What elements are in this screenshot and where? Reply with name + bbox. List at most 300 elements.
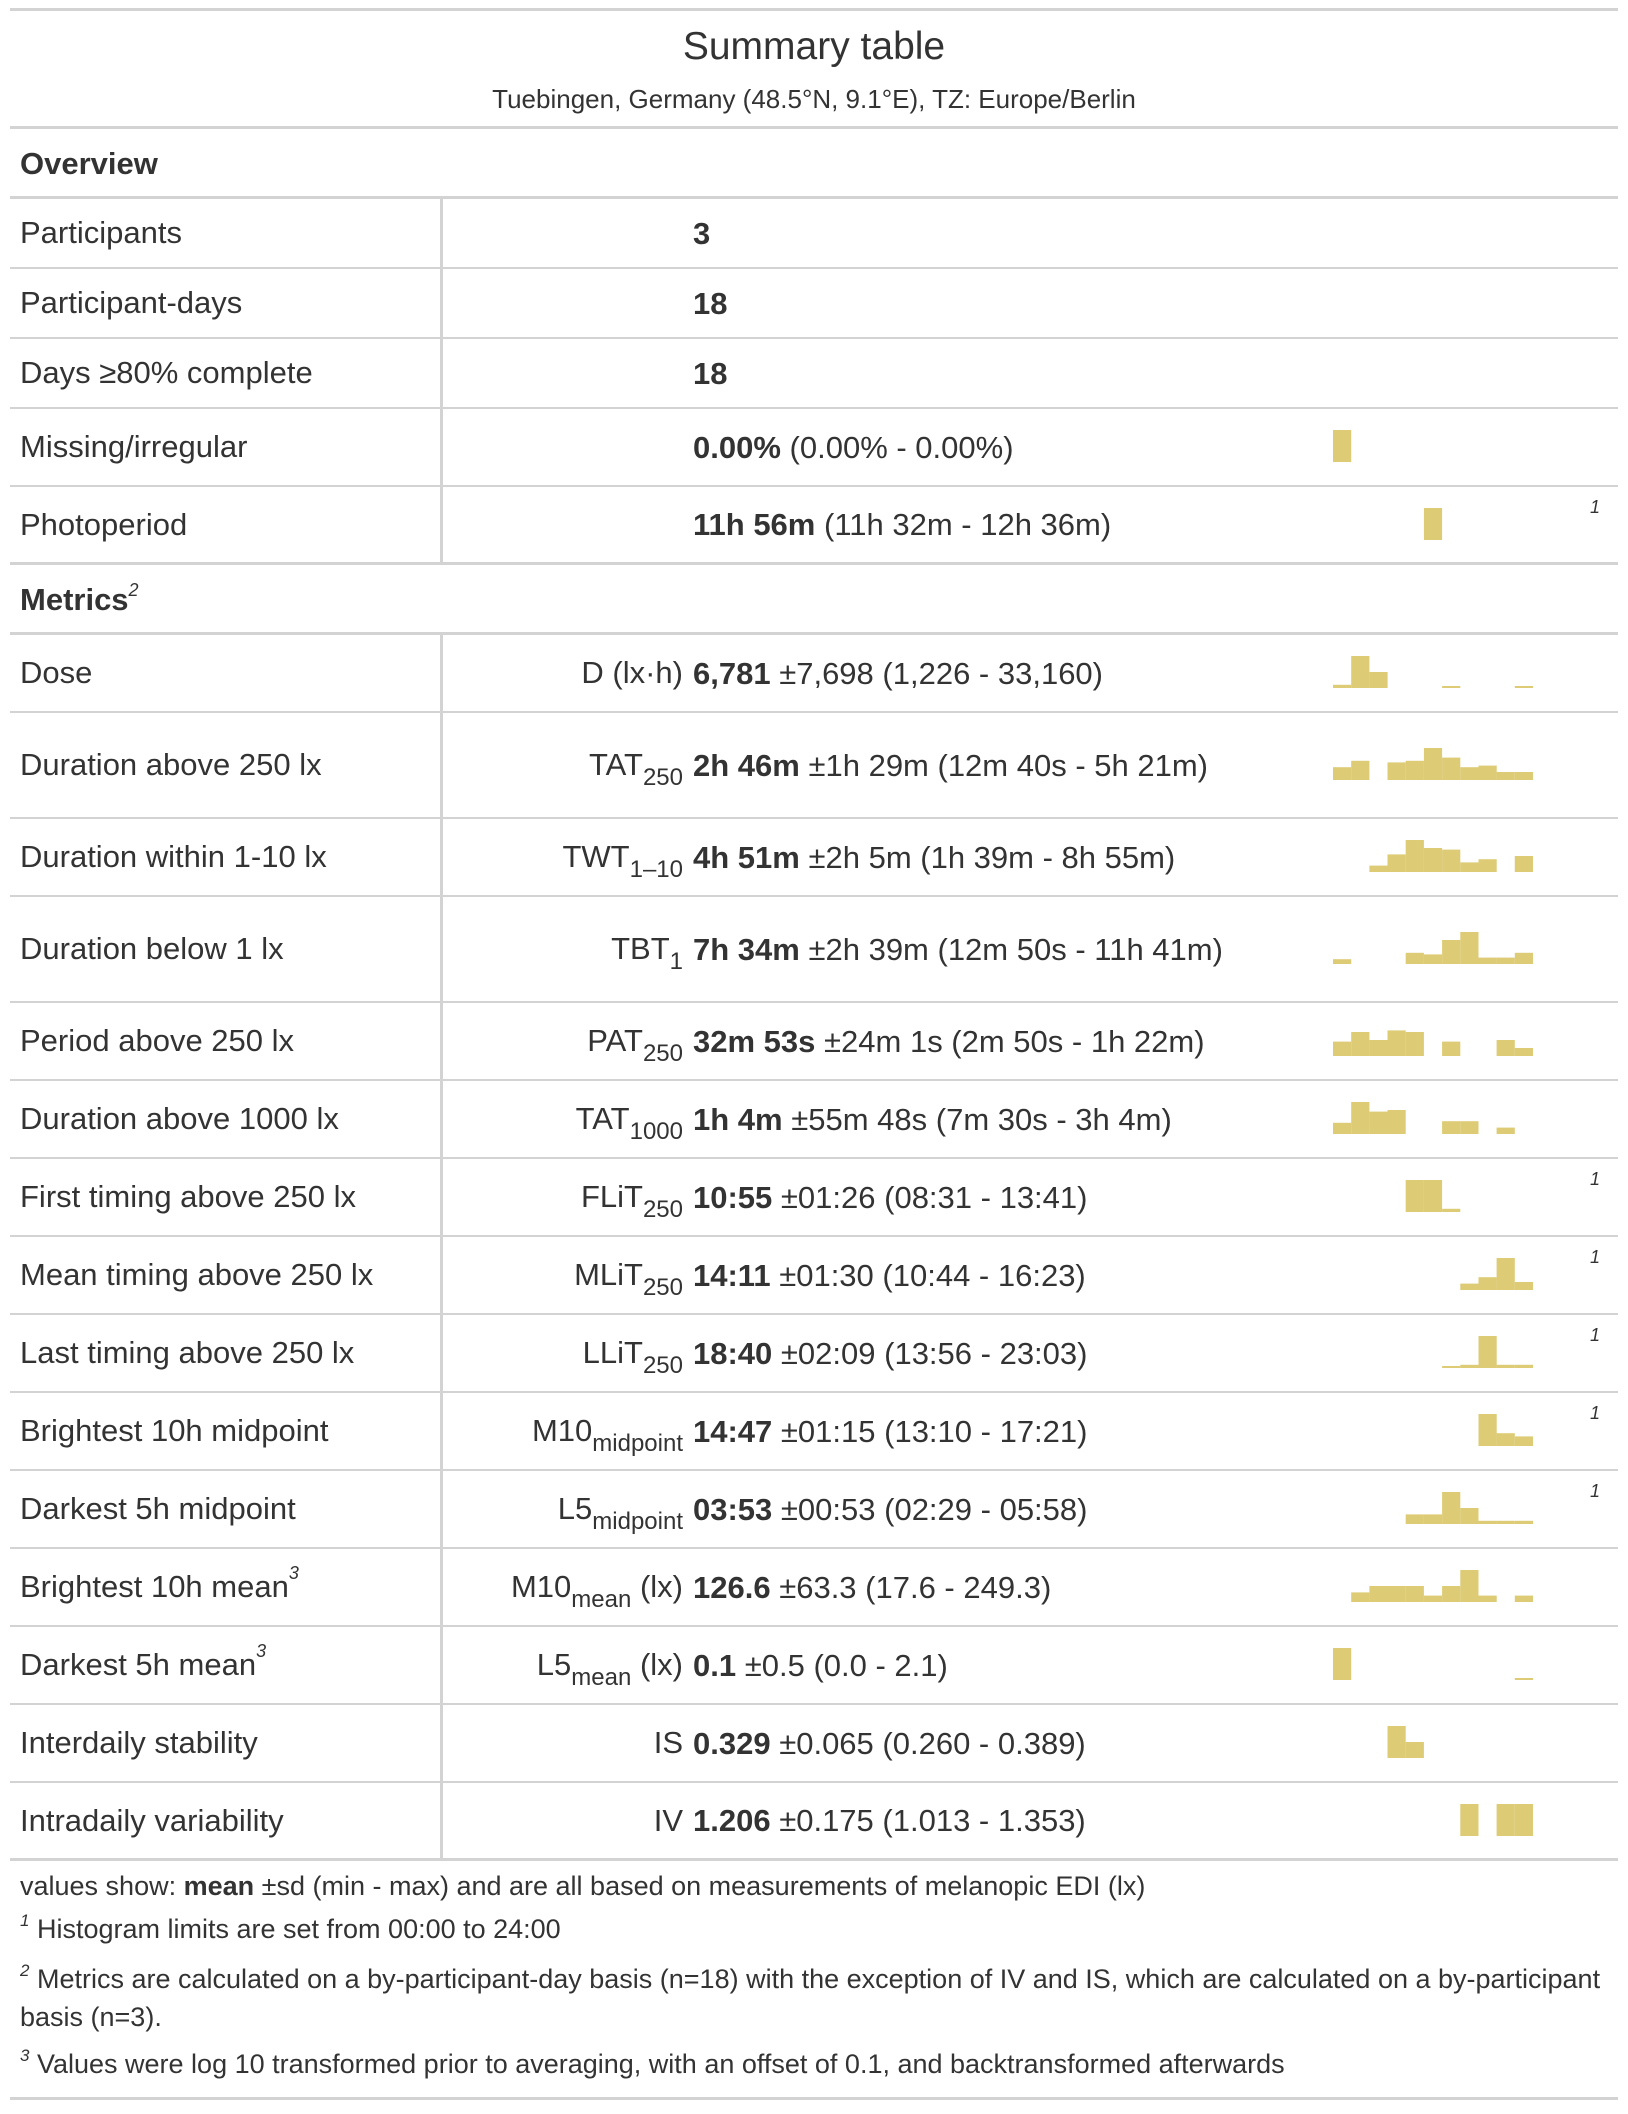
overview-row-mean: 18 — [693, 285, 728, 321]
metric-row-label-note: 3 — [288, 1562, 299, 1583]
metric-row-note: 1 — [1589, 1247, 1600, 1267]
metric-symbol-name: M10 — [510, 1569, 572, 1604]
metric-row-label-text: Last timing above 250 lx — [20, 1335, 355, 1370]
metric-histogram-6-bar-6 — [1442, 1209, 1460, 1212]
metric-symbol-name: LLiT — [582, 1335, 643, 1370]
metric-histogram-1-bar-10 — [1515, 772, 1533, 780]
metric-row-9 — [10, 1393, 1618, 1471]
metric-histogram-2-bar-4 — [1406, 840, 1424, 872]
overview-histogram-3 — [1313, 409, 1543, 487]
metric-row-value — [693, 1414, 1313, 1449]
metric-row-mean: 0.1 — [693, 1647, 737, 1683]
metric-symbol-subscript: mean — [571, 1586, 632, 1613]
metric-row-label — [10, 1315, 443, 1391]
overview-row-histogram — [1313, 487, 1543, 562]
metric-row-12 — [10, 1627, 1618, 1705]
metric-row-8 — [10, 1315, 1618, 1393]
metric-row-value — [693, 748, 1313, 783]
metric-histogram-1-bar-5 — [1424, 748, 1442, 780]
metric-histogram-10-bar-5 — [1424, 1514, 1442, 1524]
metric-histogram-14-bar-10 — [1515, 1804, 1533, 1836]
metric-symbol-name: M10 — [531, 1413, 593, 1448]
metric-row-range: ±63.3 (17.6 - 249.3) — [779, 1569, 1052, 1605]
metric-symbol-subscript: 250 — [642, 1040, 683, 1067]
metric-histogram-10-bar-8 — [1479, 1521, 1497, 1524]
overview-histogram-2 — [1313, 339, 1543, 409]
metric-histogram-13 — [1313, 1705, 1543, 1783]
metric-symbol-name: PAT — [587, 1023, 643, 1058]
metric-row-symbol — [443, 1569, 693, 1613]
overview-row-note-cell — [1543, 199, 1618, 267]
metric-row-label-text: Brightest 10h mean — [20, 1569, 289, 1604]
metric-row-label-note: 3 — [256, 1640, 267, 1661]
metric-row-range: ±2h 39m (12m 50s - 11h 41m) — [808, 931, 1223, 967]
metric-row-10 — [10, 1471, 1618, 1549]
metric-symbol-unit: (lx·h) — [612, 655, 683, 690]
metric-histogram-7-bar-8 — [1479, 1277, 1497, 1290]
metric-histogram-14 — [1313, 1783, 1543, 1861]
metric-histogram-3-bar-6 — [1442, 940, 1460, 964]
metric-row-note-cell — [1543, 1315, 1618, 1391]
metric-histogram-4-bar-0 — [1333, 1042, 1351, 1056]
footnote-3-mark: 3 — [20, 2046, 30, 2065]
metric-histogram-14-bar-7 — [1460, 1804, 1478, 1836]
group-overview-label: Overview — [20, 146, 158, 181]
metric-histogram-12-bar-0 — [1333, 1648, 1351, 1680]
metric-row-symbol — [443, 1257, 693, 1301]
overview-histogram-3-bar-0 — [1333, 430, 1351, 462]
metric-histogram-1-bar-0 — [1333, 767, 1351, 780]
metric-row-symbol — [443, 1413, 693, 1457]
metric-row-1 — [10, 713, 1618, 819]
metric-histogram-8-bar-9 — [1497, 1365, 1515, 1368]
metric-histogram-11-bar-6 — [1442, 1586, 1460, 1602]
footnote-2 — [20, 1962, 1618, 2047]
overview-histogram-4 — [1313, 487, 1543, 565]
metric-row-note-cell — [1543, 819, 1618, 895]
metric-histogram-10-bar-9 — [1497, 1521, 1515, 1524]
metric-histogram-5-bar-2 — [1369, 1112, 1387, 1134]
metric-histogram-1-bar-8 — [1479, 766, 1497, 780]
table-subtitle: Tuebingen, Germany (48.5°N, 9.1°E), TZ: Europe/Berlin — [10, 73, 1618, 129]
overview-row-2 — [10, 339, 1618, 409]
metric-symbol-name: L5 — [536, 1647, 572, 1682]
metric-row-value — [693, 1336, 1313, 1371]
metric-histogram-11-bar-7 — [1460, 1570, 1478, 1602]
metric-histogram-1-bar-7 — [1460, 767, 1478, 780]
metric-row-histogram — [1313, 1159, 1543, 1235]
summary-table — [10, 8, 1618, 2100]
metric-row-value — [693, 1024, 1313, 1059]
metric-row-symbol — [443, 1335, 693, 1379]
footnote-1-text: Histogram limits are set from 00:00 to 24:00 — [36, 1914, 561, 1944]
metric-histogram-11 — [1313, 1549, 1543, 1627]
metric-row-note-cell — [1543, 1081, 1618, 1157]
metric-row-note-cell — [1543, 1471, 1618, 1547]
footnote-values-pre: values show: — [20, 1871, 184, 1901]
overview-row-note-cell — [1543, 339, 1618, 407]
metric-row-symbol — [443, 839, 693, 883]
metric-histogram-2-bar-8 — [1479, 859, 1497, 872]
metric-row-label — [10, 1705, 443, 1781]
metric-row-symbol — [443, 1491, 693, 1535]
metric-histogram-11-bar-10 — [1515, 1596, 1533, 1602]
overview-row-3 — [10, 409, 1618, 487]
metric-row-label — [10, 819, 443, 895]
footnote-3 — [20, 2047, 1618, 2097]
overview-row-histogram — [1313, 199, 1543, 267]
metric-symbol-name: TAT — [575, 1101, 630, 1136]
overview-row-label: Photoperiod — [10, 487, 443, 562]
overview-row-note: 1 — [1589, 497, 1600, 517]
metric-row-symbol — [443, 747, 693, 791]
metric-row-6 — [10, 1159, 1618, 1237]
metric-row-mean: 2h 46m — [693, 747, 800, 783]
metric-row-value — [693, 1570, 1313, 1605]
metric-symbol-name: D — [581, 655, 604, 690]
metric-symbol-name: FLiT — [580, 1179, 643, 1214]
metric-histogram-10 — [1313, 1471, 1543, 1549]
metric-row-value — [693, 1726, 1313, 1761]
metric-row-histogram — [1313, 1549, 1543, 1625]
metric-histogram-2 — [1313, 819, 1543, 897]
metric-row-symbol — [443, 655, 693, 691]
metric-row-symbol — [443, 1803, 693, 1839]
metric-row-histogram — [1313, 713, 1543, 817]
metric-row-mean: 1h 4m — [693, 1101, 783, 1137]
metric-row-label — [10, 1003, 443, 1079]
metric-histogram-5-bar-7 — [1460, 1121, 1478, 1134]
metric-histogram-9-bar-10 — [1515, 1436, 1533, 1446]
metric-row-label — [10, 1237, 443, 1313]
overview-row-mean: 11h 56m — [693, 507, 816, 542]
overview-row-label: Days ≥80% complete — [10, 339, 443, 407]
metric-histogram-13-bar-3 — [1388, 1726, 1406, 1758]
metric-histogram-2-bar-5 — [1424, 848, 1442, 872]
metric-row-value — [693, 1492, 1313, 1527]
metric-histogram-7-bar-9 — [1497, 1258, 1515, 1290]
metric-row-label-text: Duration within 1-10 lx — [20, 839, 327, 874]
metric-row-range: ±0.5 (0.0 - 2.1) — [744, 1647, 948, 1683]
overview-histogram-4-bar-5 — [1424, 508, 1442, 540]
metric-row-label-text: Mean timing above 250 lx — [20, 1257, 374, 1292]
overview-row-value — [693, 286, 1313, 321]
metric-row-label — [10, 1471, 443, 1547]
footnote-1-mark: 1 — [20, 1911, 30, 1930]
metric-row-mean: 03:53 — [693, 1491, 773, 1527]
metric-row-0 — [10, 635, 1618, 713]
metric-row-label — [10, 1783, 443, 1858]
metric-row-range: ±0.065 (0.260 - 0.389) — [779, 1725, 1086, 1761]
metric-row-range: ±02:09 (13:56 - 23:03) — [780, 1335, 1088, 1371]
metric-histogram-4-bar-3 — [1388, 1030, 1406, 1056]
metric-row-label — [10, 1393, 443, 1469]
metric-histogram-7-bar-7 — [1460, 1284, 1478, 1290]
metric-row-note-cell — [1543, 1237, 1618, 1313]
overview-row-label: Participant-days — [10, 269, 443, 337]
metric-row-label — [10, 1081, 443, 1157]
metric-histogram-4-bar-4 — [1406, 1032, 1424, 1056]
overview-row-value — [693, 430, 1313, 465]
metric-row-mean: 1.206 — [693, 1803, 771, 1838]
metric-histogram-0-bar-10 — [1515, 686, 1533, 688]
metric-histogram-11-bar-8 — [1479, 1596, 1497, 1602]
overview-histogram-1 — [1313, 269, 1543, 339]
metric-row-histogram — [1313, 1471, 1543, 1547]
metric-row-value — [693, 1180, 1313, 1215]
metric-symbol-subscript: 1000 — [629, 1118, 683, 1145]
metric-row-histogram — [1313, 1081, 1543, 1157]
metric-row-range: ±01:15 (13:10 - 17:21) — [780, 1413, 1088, 1449]
overview-row-label: Participants — [10, 199, 443, 267]
metric-row-label-text: Interdaily stability — [20, 1725, 258, 1760]
metric-row-value — [693, 656, 1313, 691]
metric-row-histogram — [1313, 1393, 1543, 1469]
metric-row-symbol — [443, 1101, 693, 1145]
overview-row-histogram — [1313, 409, 1543, 485]
metric-row-histogram — [1313, 635, 1543, 711]
metric-row-note-cell — [1543, 1783, 1618, 1858]
metric-histogram-4-bar-9 — [1497, 1040, 1515, 1056]
footnote-values — [20, 1861, 1618, 1912]
footnote-2-text: Metrics are calculated on a by-participant-day basis (n=18) with the exception of IV and IS, which are calculated on a by-participant basis (n=3). — [20, 1964, 1601, 2032]
metric-row-value — [693, 1258, 1313, 1293]
footnote-3-text: Values were log 10 transformed prior to averaging, with an offset of 0.1, and backtransformed afterwards — [36, 2049, 1285, 2079]
metric-symbol-name: TBT — [611, 931, 670, 966]
metric-symbol-subscript: 250 — [642, 1196, 683, 1223]
metric-row-mean: 4h 51m — [693, 839, 800, 875]
metric-row-label-text: Duration above 250 lx — [20, 747, 322, 782]
metric-row-note-cell — [1543, 635, 1618, 711]
footnote-values-post: ±sd (min - max) and are all based on measurements of melanopic EDI (lx) — [254, 1871, 1146, 1901]
metric-symbol-subscript: 1–10 — [629, 856, 683, 883]
metric-symbol-name: MLiT — [574, 1257, 643, 1292]
metric-histogram-3-bar-7 — [1460, 932, 1478, 964]
metric-row-value — [693, 1648, 1313, 1683]
metric-row-note-cell — [1543, 1549, 1618, 1625]
metric-row-label — [10, 897, 443, 1001]
metric-histogram-3-bar-8 — [1479, 958, 1497, 964]
metric-row-symbol — [443, 1179, 693, 1223]
metric-row-2 — [10, 819, 1618, 897]
metric-row-histogram — [1313, 1783, 1543, 1858]
group-overview — [10, 129, 1618, 199]
overview-row-4 — [10, 487, 1618, 565]
metric-symbol-subscript: 1 — [669, 948, 683, 975]
metric-symbol-unit: (lx) — [639, 1647, 683, 1682]
metric-row-note-cell — [1543, 1627, 1618, 1703]
metric-row-symbol — [443, 931, 693, 975]
metric-row-mean: 6,781 — [693, 655, 771, 691]
metric-histogram-10-bar-10 — [1515, 1521, 1533, 1524]
metric-histogram-8-bar-6 — [1442, 1366, 1460, 1368]
metric-histogram-4-bar-10 — [1515, 1048, 1533, 1056]
metric-histogram-12 — [1313, 1627, 1543, 1705]
metric-histogram-8 — [1313, 1315, 1543, 1393]
overview-row-range: (11h 32m - 12h 36m) — [824, 507, 1112, 542]
metric-row-histogram — [1313, 1237, 1543, 1313]
metric-rows — [10, 635, 1618, 1861]
metric-row-mean: 14:11 — [693, 1257, 771, 1293]
overview-row-value — [693, 507, 1313, 542]
metric-histogram-3 — [1313, 897, 1543, 1003]
metric-row-mean: 32m 53s — [693, 1023, 816, 1059]
metric-histogram-1 — [1313, 713, 1543, 819]
metric-row-note-cell — [1543, 1159, 1618, 1235]
metric-row-label — [10, 713, 443, 817]
metric-row-range: ±01:30 (10:44 - 16:23) — [779, 1257, 1086, 1293]
overview-row-value — [693, 216, 1313, 251]
group-metrics — [10, 565, 1618, 635]
metric-histogram-4-bar-1 — [1351, 1032, 1369, 1056]
metric-histogram-11-bar-3 — [1388, 1586, 1406, 1602]
metric-histogram-1-bar-9 — [1497, 772, 1515, 780]
metric-row-range: ±7,698 (1,226 - 33,160) — [779, 655, 1103, 691]
metric-row-mean: 10:55 — [693, 1179, 773, 1215]
metric-row-5 — [10, 1081, 1618, 1159]
metric-histogram-5-bar-9 — [1497, 1128, 1515, 1134]
metric-row-histogram — [1313, 819, 1543, 895]
metric-histogram-2-bar-2 — [1369, 866, 1387, 872]
metric-row-mean: 14:47 — [693, 1413, 773, 1449]
metric-row-mean: 7h 34m — [693, 931, 800, 967]
overview-histogram-0 — [1313, 199, 1543, 269]
overview-row-mean: 18 — [693, 355, 728, 391]
group-metrics-label: Metrics — [20, 582, 129, 617]
metric-histogram-5-bar-6 — [1442, 1121, 1460, 1134]
metric-symbol-subscript: 250 — [642, 1352, 683, 1379]
metric-histogram-9-bar-9 — [1497, 1433, 1515, 1446]
metric-histogram-5-bar-3 — [1388, 1110, 1406, 1134]
metric-histogram-8-bar-8 — [1479, 1336, 1497, 1368]
overview-row-mean: 0.00% — [693, 429, 781, 465]
metric-histogram-5-bar-0 — [1333, 1123, 1351, 1134]
metric-histogram-6-bar-5 — [1424, 1180, 1442, 1212]
metric-row-4 — [10, 1003, 1618, 1081]
metric-row-7 — [10, 1237, 1618, 1315]
metric-histogram-6-bar-4 — [1406, 1180, 1424, 1212]
metric-histogram-2-bar-10 — [1515, 856, 1533, 872]
metric-symbol-name: IS — [653, 1725, 683, 1760]
metric-histogram-5 — [1313, 1081, 1543, 1159]
metric-histogram-2-bar-6 — [1442, 850, 1460, 872]
overview-row-histogram — [1313, 269, 1543, 337]
overview-row-mean: 3 — [693, 215, 711, 251]
metric-row-label-text: Brightest 10h midpoint — [20, 1413, 329, 1448]
footnote-1 — [20, 1912, 1618, 1962]
metric-histogram-8-bar-10 — [1515, 1365, 1533, 1368]
metric-histogram-12-bar-10 — [1515, 1678, 1533, 1680]
metric-histogram-7 — [1313, 1237, 1543, 1315]
metric-row-label-text: Duration above 1000 lx — [20, 1101, 339, 1136]
metric-row-label-text: Intradaily variability — [20, 1802, 284, 1838]
metric-row-label — [10, 1549, 443, 1625]
metric-histogram-14-bar-9 — [1497, 1804, 1515, 1836]
table-footer — [10, 1861, 1618, 2100]
overview-row-1 — [10, 269, 1618, 339]
metric-histogram-7-bar-10 — [1515, 1282, 1533, 1290]
metric-row-note: 1 — [1589, 1169, 1600, 1189]
metric-histogram-11-bar-4 — [1406, 1586, 1424, 1602]
metric-histogram-0-bar-6 — [1442, 686, 1460, 688]
metric-row-note: 1 — [1589, 1481, 1600, 1501]
overview-row-value — [693, 356, 1313, 391]
metric-histogram-3-bar-0 — [1333, 959, 1351, 964]
metric-row-symbol — [443, 1647, 693, 1691]
metric-row-note-cell — [1543, 1393, 1618, 1469]
metric-histogram-4 — [1313, 1003, 1543, 1081]
overview-row-note-cell — [1543, 269, 1618, 337]
metric-histogram-1-bar-1 — [1351, 761, 1369, 780]
metric-symbol-subscript: midpoint — [592, 1508, 683, 1535]
metric-histogram-0 — [1313, 635, 1543, 713]
metric-row-label-text: Darkest 5h mean — [20, 1647, 257, 1682]
metric-histogram-9 — [1313, 1393, 1543, 1471]
overview-row-note-cell — [1543, 487, 1618, 562]
metric-row-label-text: Darkest 5h midpoint — [20, 1491, 296, 1526]
metric-histogram-1-bar-4 — [1406, 761, 1424, 780]
metric-row-value — [693, 1102, 1313, 1137]
metric-histogram-3-bar-9 — [1497, 958, 1515, 964]
footnote-values-bold: mean — [183, 1871, 255, 1901]
metric-histogram-5-bar-1 — [1351, 1102, 1369, 1134]
metric-row-histogram — [1313, 1003, 1543, 1079]
metric-row-mean: 0.329 — [693, 1725, 771, 1761]
metric-histogram-11-bar-2 — [1369, 1586, 1387, 1602]
overview-row-histogram — [1313, 339, 1543, 407]
metric-histogram-1-bar-6 — [1442, 758, 1460, 780]
metric-histogram-3-bar-5 — [1424, 954, 1442, 964]
metric-row-histogram — [1313, 1627, 1543, 1703]
metric-row-range: ±1h 29m (12m 40s - 5h 21m) — [808, 747, 1208, 783]
metric-row-11 — [10, 1549, 1618, 1627]
metric-symbol-subscript: midpoint — [592, 1430, 683, 1457]
metric-histogram-11-bar-5 — [1424, 1596, 1442, 1602]
metric-histogram-1-bar-3 — [1388, 762, 1406, 780]
group-metrics-note: 2 — [128, 580, 139, 600]
metric-row-histogram — [1313, 1705, 1543, 1781]
metric-histogram-2-bar-7 — [1460, 862, 1478, 872]
metric-symbol-subscript: 250 — [642, 764, 683, 791]
metric-row-label — [10, 635, 443, 711]
metric-histogram-0-bar-1 — [1351, 656, 1369, 688]
metric-row-note: 1 — [1589, 1325, 1600, 1345]
metric-row-value — [693, 1803, 1313, 1838]
metric-histogram-3-bar-10 — [1515, 953, 1533, 964]
metric-symbol-name: L5 — [557, 1491, 593, 1526]
metric-row-note-cell — [1543, 897, 1618, 1001]
overview-row-note-cell — [1543, 409, 1618, 485]
overview-row-label: Missing/irregular — [10, 409, 443, 485]
metric-row-mean: 18:40 — [693, 1335, 773, 1371]
metric-row-label-text: Dose — [20, 655, 93, 690]
metric-row-note-cell — [1543, 1705, 1618, 1781]
metric-row-label-text: First timing above 250 lx — [20, 1179, 356, 1214]
metric-symbol-name: TWT — [562, 839, 630, 874]
metric-row-label — [10, 1159, 443, 1235]
metric-symbol-subscript: 250 — [642, 1274, 683, 1301]
metric-row-range: ±55m 48s (7m 30s - 3h 4m) — [791, 1101, 1172, 1137]
metric-row-symbol — [443, 1725, 693, 1761]
metric-row-label-text: Period above 250 lx — [20, 1023, 295, 1058]
metric-row-label-text: Duration below 1 lx — [20, 931, 284, 966]
metric-row-note-cell — [1543, 713, 1618, 817]
metric-row-range: ±01:26 (08:31 - 13:41) — [780, 1179, 1088, 1215]
metric-row-13 — [10, 1705, 1618, 1783]
metric-row-value — [693, 932, 1313, 967]
metric-row-histogram — [1313, 897, 1543, 1001]
metric-histogram-6 — [1313, 1159, 1543, 1237]
